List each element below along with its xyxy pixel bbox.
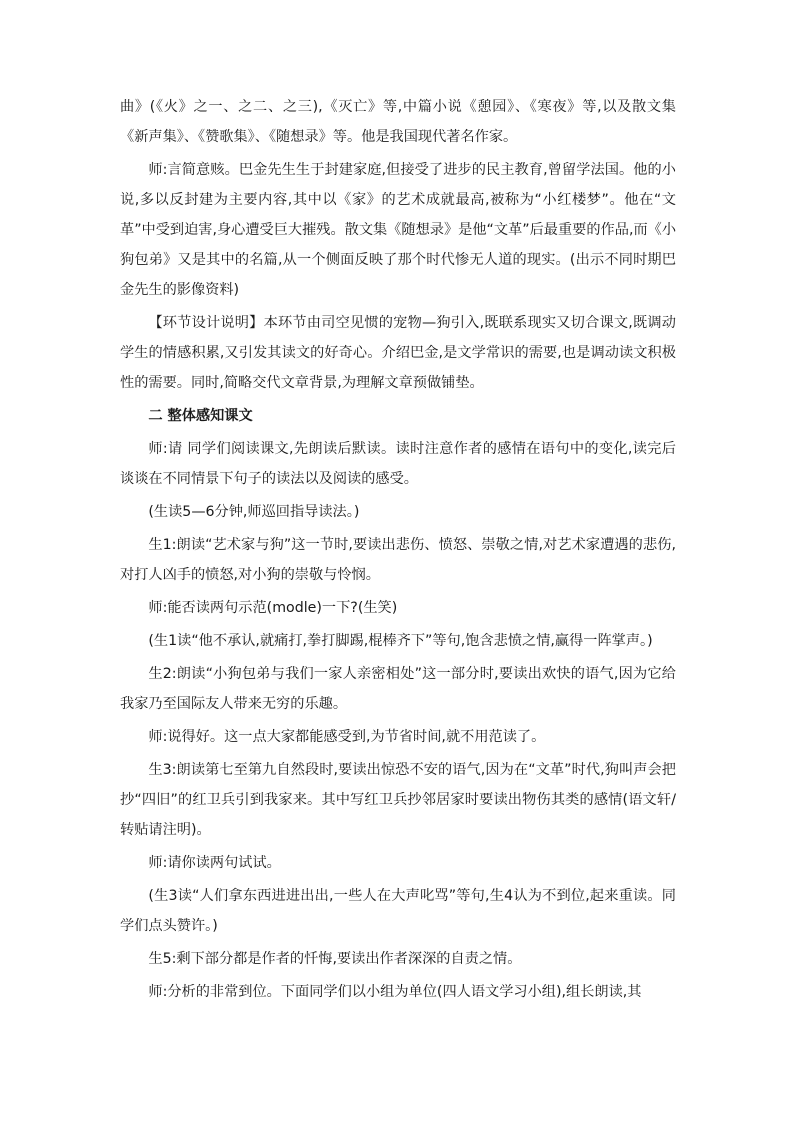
paragraph: 【环节设计说明】本环节由司空见惯的宠物—狗引入,既联系现实又切合课文,既调动学生的情感积累,又引发其读文的好奇心。介绍巴金,是文学常识的需要,也是调动读文积极性的需要。同时,简略交代文章背景,为理解文章预做铺垫。 [120, 315, 676, 391]
paragraph: (生3读“人们拿东西进进出出,一些人在大声叱骂”等句,生4认为不到位,起来重读。同学们点头赞许。) [120, 888, 676, 934]
paragraph: 曲》(《火》之一、之二、之三),《灭亡》等,中篇小说《憩园》、《寒夜》等,以及散文集《新声集》、《赞歌集》、《随想录》等。他是我国现代著名作家。 [120, 99, 676, 145]
paragraph: 生1:朗读“艺术家与狗”这一节时,要读出悲伤、愤怒、崇敬之情,对艺术家遭遇的悲伤,对打人凶手的愤怒,对小狗的崇敬与怜悯。 [120, 537, 676, 583]
paragraph: 师:言简意赅。巴金先生生于封建家庭,但接受了进步的民主教育,曾留学法国。他的小说,多以反封建为主要内容,其中以《家》的艺术成就最高,被称为“小红楼梦”。他在“文革”中受到迫害,身心遭受巨大摧残。散文集《随想录》是他“文革”后最重要的作品,而《小狗包弟》又是其中的名篇,从一个侧面反映了那个时代惨无人道的现实。(出示不同时期巴金先生的影像资料) [120, 162, 677, 298]
document-page [120, 92, 676, 1010]
paragraph: 师:请 同学们阅读课文,先朗读后默读。读时注意作者的感情在语句中的变化,读完后谈谈在不同情景下句子的读法以及阅读的感受。 [120, 441, 676, 487]
paragraph: 生5:剩下部分都是作者的忏悔,要读出作者深深的自责之情。 [148, 951, 522, 967]
paragraph: 生3:朗读第七至第九自然段时,要读出惊恐不安的语气,因为在“文革”时代,狗叫声会把抄“四旧”的红卫兵引到我家来。其中写红卫兵抄邻居家时要读出物伤其类的感情(语文轩/ 转贴请注明)。 [120, 762, 676, 838]
paragraph: 师:能否读两句示范(modle)一下?(生笑) [148, 600, 398, 616]
paragraph: (生读5—6分钟,师巡回指导读法。) [148, 504, 360, 520]
section-heading: 二 整体感知课文 [148, 408, 253, 424]
paragraph: 师:说得好。这一点大家都能感受到,为节省时间,就不用范读了。 [148, 729, 546, 745]
paragraph: 师:分析的非常到位。下面同学们以小组为单位(四人语文学习小组),组长朗读,其 [148, 984, 642, 1000]
paragraph: 生2:朗读“小狗包弟与我们一家人亲密相处”这一部分时,要读出欢快的语气,因为它给我家乃至国际友人带来无穷的乐趣。 [120, 666, 676, 712]
paragraph: (生1读“他不承认,就痛打,拳打脚踢,棍棒齐下”等句,饱含悲愤之情,赢得一阵掌声。) [148, 633, 653, 649]
paragraph: 师:请你读两句试试。 [148, 855, 281, 871]
